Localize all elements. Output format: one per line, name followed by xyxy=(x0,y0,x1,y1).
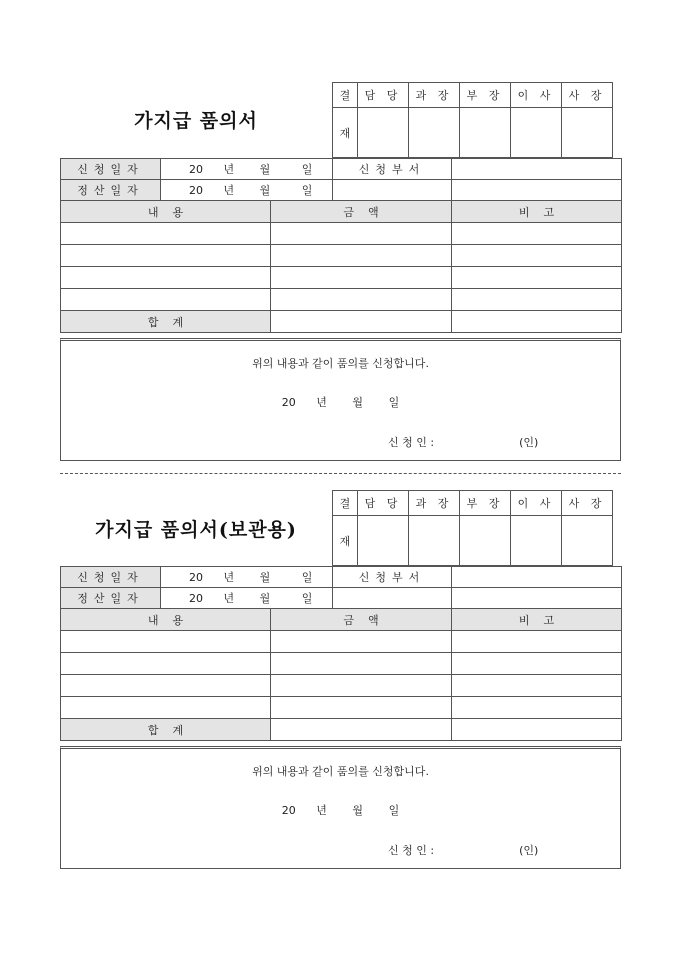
seal-mark: (인) xyxy=(519,436,539,449)
amount-cell[interactable] xyxy=(271,245,452,267)
settle-date-day: 일 xyxy=(301,184,313,197)
total-amount-cell[interactable] xyxy=(271,311,452,333)
statement-year: 년 xyxy=(316,396,327,409)
apply-date-year-prefix: 20 xyxy=(189,571,203,584)
approval-header-section-chief: 과 장 xyxy=(409,491,460,516)
apply-date-year: 년 xyxy=(223,571,235,584)
dept-field[interactable] xyxy=(452,567,622,588)
seal-mark: (인) xyxy=(519,844,539,857)
settle-date-month: 월 xyxy=(259,592,271,605)
approval-header-president: 사 장 xyxy=(562,83,613,108)
approval-table xyxy=(332,82,613,158)
approval-sign-section-chief[interactable] xyxy=(409,108,460,158)
approval-table xyxy=(332,490,613,566)
remark-cell[interactable] xyxy=(452,631,622,653)
settle-date-year: 년 xyxy=(223,184,235,197)
remark-header: 비 고 xyxy=(452,609,622,631)
approval-header-director: 이 사 xyxy=(511,491,562,516)
amount-cell[interactable] xyxy=(271,653,452,675)
settle-date-label: 정산일자 xyxy=(61,180,161,201)
main-table xyxy=(60,566,622,741)
approval-header-dept-head: 부 장 xyxy=(460,83,511,108)
total-label: 합 계 xyxy=(61,311,271,333)
amount-header: 금 액 xyxy=(271,609,452,631)
total-remark-cell[interactable] xyxy=(452,719,622,741)
remark-cell[interactable] xyxy=(452,223,622,245)
remark-cell[interactable] xyxy=(452,267,622,289)
statement-day: 일 xyxy=(388,396,400,409)
dept-field-3[interactable] xyxy=(452,588,622,609)
table-row xyxy=(61,631,622,653)
approval-sign-staff[interactable] xyxy=(358,108,409,158)
approval-sign-staff[interactable] xyxy=(358,516,409,566)
settle-date-year: 년 xyxy=(223,592,235,605)
table-row xyxy=(61,653,622,675)
approval-sign-director[interactable] xyxy=(511,108,562,158)
approval-header-section-chief: 과 장 xyxy=(409,83,460,108)
remark-cell[interactable] xyxy=(452,697,622,719)
dept-field-2[interactable] xyxy=(333,180,452,201)
amount-cell[interactable] xyxy=(271,289,452,311)
settle-date-label: 정산일자 xyxy=(61,588,161,609)
remark-cell[interactable] xyxy=(452,245,622,267)
approval-header-staff: 담 당 xyxy=(358,83,409,108)
approval-header-staff: 담 당 xyxy=(358,491,409,516)
approval-sign-section-chief[interactable] xyxy=(409,516,460,566)
approval-jae-label: 재 xyxy=(333,516,358,566)
cut-line-divider xyxy=(60,473,621,474)
remark-header: 비 고 xyxy=(452,201,622,223)
settle-date-year-prefix: 20 xyxy=(189,184,203,197)
table-row xyxy=(61,289,622,311)
dept-field[interactable] xyxy=(452,159,622,180)
applicant-label: 신 청 인 : xyxy=(388,436,435,449)
approval-gyeol-label: 결 xyxy=(333,83,358,108)
settle-date-year-prefix: 20 xyxy=(189,592,203,605)
approval-sign-dept-head[interactable] xyxy=(460,108,511,158)
settle-date-field[interactable] xyxy=(161,588,333,609)
main-table xyxy=(60,158,622,333)
apply-date-field[interactable] xyxy=(161,567,333,588)
applicant-signature[interactable] xyxy=(388,842,538,858)
dept-field-2[interactable] xyxy=(333,588,452,609)
remark-cell[interactable] xyxy=(452,653,622,675)
total-remark-cell[interactable] xyxy=(452,311,622,333)
amount-cell[interactable] xyxy=(271,675,452,697)
settle-date-day: 일 xyxy=(301,592,313,605)
content-cell[interactable] xyxy=(61,653,271,675)
apply-date-day: 일 xyxy=(301,571,313,584)
content-cell[interactable] xyxy=(61,267,271,289)
statement-month: 월 xyxy=(352,804,364,817)
statement-year-prefix: 20 xyxy=(281,396,296,409)
apply-date-year-prefix: 20 xyxy=(189,163,203,176)
table-row xyxy=(61,697,622,719)
settle-date-field[interactable] xyxy=(161,180,333,201)
content-cell[interactable] xyxy=(61,245,271,267)
applicant-label: 신 청 인 : xyxy=(388,844,435,857)
amount-cell[interactable] xyxy=(271,267,452,289)
apply-date-year: 년 xyxy=(223,163,235,176)
statement-text: 위의 내용과 같이 품의를 신청합니다. xyxy=(252,765,429,778)
apply-date-label: 신청일자 xyxy=(61,567,161,588)
total-label: 합 계 xyxy=(61,719,271,741)
apply-date-label: 신청일자 xyxy=(61,159,161,180)
content-cell[interactable] xyxy=(61,697,271,719)
apply-date-field[interactable] xyxy=(161,159,333,180)
statement-text: 위의 내용과 같이 품의를 신청합니다. xyxy=(252,357,429,370)
amount-cell[interactable] xyxy=(271,223,452,245)
amount-header: 금 액 xyxy=(271,201,452,223)
table-row xyxy=(61,223,622,245)
approval-sign-dept-head[interactable] xyxy=(460,516,511,566)
approval-sign-president[interactable] xyxy=(562,108,613,158)
statement-date[interactable] xyxy=(61,802,620,818)
statement-day: 일 xyxy=(388,804,400,817)
content-cell[interactable] xyxy=(61,289,271,311)
statement-box xyxy=(60,746,621,869)
remark-cell[interactable] xyxy=(452,675,622,697)
total-amount-cell[interactable] xyxy=(271,719,452,741)
apply-date-month: 월 xyxy=(259,571,271,584)
form-title: 가지급 품의서 xyxy=(134,110,258,132)
dept-label: 신청부서 xyxy=(333,159,452,180)
statement-month: 월 xyxy=(352,396,364,409)
dept-label: 신청부서 xyxy=(333,567,452,588)
approval-gyeol-label: 결 xyxy=(333,491,358,516)
approval-sign-director[interactable] xyxy=(511,516,562,566)
table-row xyxy=(61,245,622,267)
statement-date[interactable] xyxy=(61,394,620,410)
amount-cell[interactable] xyxy=(271,631,452,653)
content-cell[interactable] xyxy=(61,675,271,697)
remark-cell[interactable] xyxy=(452,289,622,311)
form-title: 가지급 품의서(보관용) xyxy=(95,519,297,541)
approval-header-dept-head: 부 장 xyxy=(460,491,511,516)
dept-field-3[interactable] xyxy=(452,180,622,201)
apply-date-month: 월 xyxy=(259,163,271,176)
settle-date-month: 월 xyxy=(259,184,271,197)
content-cell[interactable] xyxy=(61,223,271,245)
content-header: 내 용 xyxy=(61,609,271,631)
statement-year: 년 xyxy=(316,804,327,817)
approval-jae-label: 재 xyxy=(333,108,358,158)
amount-cell[interactable] xyxy=(271,697,452,719)
table-row xyxy=(61,675,622,697)
table-row xyxy=(61,267,622,289)
content-header: 내 용 xyxy=(61,201,271,223)
apply-date-day: 일 xyxy=(301,163,313,176)
applicant-signature[interactable] xyxy=(388,434,538,450)
approval-header-director: 이 사 xyxy=(511,83,562,108)
content-cell[interactable] xyxy=(61,631,271,653)
statement-box xyxy=(60,338,621,461)
approval-sign-president[interactable] xyxy=(562,516,613,566)
statement-year-prefix: 20 xyxy=(281,804,296,817)
approval-header-president: 사 장 xyxy=(562,491,613,516)
